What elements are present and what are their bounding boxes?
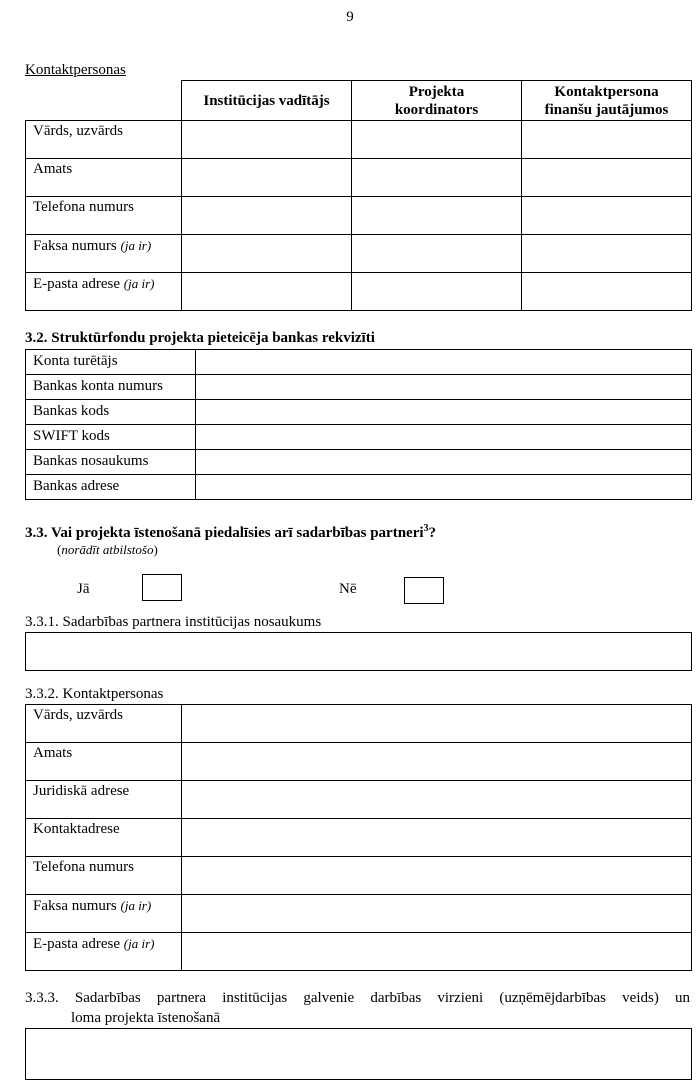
contacts-title: Kontaktpersonas [25, 62, 126, 78]
no-label: Nē [339, 581, 357, 597]
input-cell[interactable] [522, 273, 692, 311]
partner-activity-line1: 3.3.3. Sadarbības partnera institūcijas galvenie darbības virzieni (uzņēmējdarbības veids) un [25, 990, 690, 1006]
input-cell[interactable] [522, 197, 692, 235]
partners-hint: (norādīt atbilstošo) [57, 542, 158, 557]
input-cell[interactable] [522, 159, 692, 197]
row-label: Faksa numurs (ja ir) [26, 895, 182, 933]
input-cell[interactable] [182, 895, 692, 933]
table-row [26, 235, 692, 273]
row-label: E-pasta adrese (ja ir) [26, 933, 182, 971]
table-row [26, 857, 692, 895]
input-cell[interactable] [182, 159, 352, 197]
row-label: Juridiskā adrese [26, 781, 182, 819]
corner-cell [26, 81, 182, 121]
input-cell[interactable] [182, 121, 352, 159]
table-row [26, 895, 692, 933]
input-cell[interactable] [182, 743, 692, 781]
row-label: Konta turētājs [26, 350, 196, 375]
yes-checkbox[interactable] [142, 574, 182, 601]
input-cell[interactable] [182, 933, 692, 971]
input-cell[interactable] [182, 273, 352, 311]
partner-contacts-table [25, 704, 692, 971]
contacts-header-row [26, 81, 692, 121]
row-label: Bankas kods [26, 400, 196, 425]
partner-activity-field[interactable] [25, 1028, 692, 1080]
input-cell[interactable] [182, 197, 352, 235]
col-head-finance-contact: Kontaktpersona finanšu jautājumos [522, 81, 692, 121]
col-head-institution-manager: Institūcijas vadītājs [182, 81, 352, 121]
input-cell[interactable] [196, 375, 692, 400]
input-cell[interactable] [352, 121, 522, 159]
input-cell[interactable] [196, 425, 692, 450]
row-label: Amats [26, 743, 182, 781]
table-row [26, 273, 692, 311]
table-row [26, 743, 692, 781]
input-cell[interactable] [522, 235, 692, 273]
row-label: Amats [26, 159, 182, 197]
table-row [26, 159, 692, 197]
row-label: Telefona numurs [26, 197, 182, 235]
table-row [26, 425, 692, 450]
row-label: Bankas adrese [26, 475, 196, 500]
yes-label: Jā [77, 581, 90, 597]
input-cell[interactable] [182, 781, 692, 819]
input-cell[interactable] [182, 705, 692, 743]
table-row [26, 197, 692, 235]
table-row [26, 375, 692, 400]
table-row [26, 781, 692, 819]
row-label: Vārds, uzvārds [26, 121, 182, 159]
input-cell[interactable] [196, 450, 692, 475]
row-label: E-pasta adrese (ja ir) [26, 273, 182, 311]
row-label: Telefona numurs [26, 857, 182, 895]
partners-heading: 3.3. Vai projekta īstenošanā piedalīsies arī sadarbības partneri$^3$? [25, 523, 437, 541]
table-row [26, 705, 692, 743]
table-row [26, 121, 692, 159]
table-row [26, 475, 692, 500]
input-cell[interactable] [352, 159, 522, 197]
table-row [26, 350, 692, 375]
row-label: Kontaktadrese [26, 819, 182, 857]
input-cell[interactable] [352, 273, 522, 311]
row-label: Bankas nosaukums [26, 450, 196, 475]
input-cell[interactable] [196, 475, 692, 500]
col-head-project-coordinator: Projekta koordinators [352, 81, 522, 121]
table-row [26, 400, 692, 425]
no-checkbox[interactable] [404, 577, 444, 604]
input-cell[interactable] [352, 235, 522, 273]
input-cell[interactable] [182, 857, 692, 895]
contacts-table [25, 80, 692, 311]
row-label: Bankas konta numurs [26, 375, 196, 400]
input-cell[interactable] [522, 121, 692, 159]
input-cell[interactable] [182, 819, 692, 857]
partner-contacts-title: 3.3.2. Kontaktpersonas [25, 686, 164, 702]
partner-activity-line2: loma projekta īstenošanā [71, 1010, 221, 1026]
bank-table [25, 349, 692, 500]
row-label: SWIFT kods [26, 425, 196, 450]
partner-name-label: 3.3.1. Sadarbības partnera institūcijas nosaukums [25, 614, 322, 630]
input-cell[interactable] [182, 235, 352, 273]
input-cell[interactable] [352, 197, 522, 235]
table-row [26, 933, 692, 971]
row-label: Vārds, uzvārds [26, 705, 182, 743]
bank-heading: 3.2. Struktūrfondu projekta pieteicēja bankas rekvizīti [25, 330, 375, 346]
input-cell[interactable] [196, 350, 692, 375]
partner-name-field[interactable] [25, 632, 692, 671]
table-row [26, 819, 692, 857]
page-number: 9 [346, 9, 354, 25]
input-cell[interactable] [196, 400, 692, 425]
row-label: Faksa numurs (ja ir) [26, 235, 182, 273]
table-row [26, 450, 692, 475]
